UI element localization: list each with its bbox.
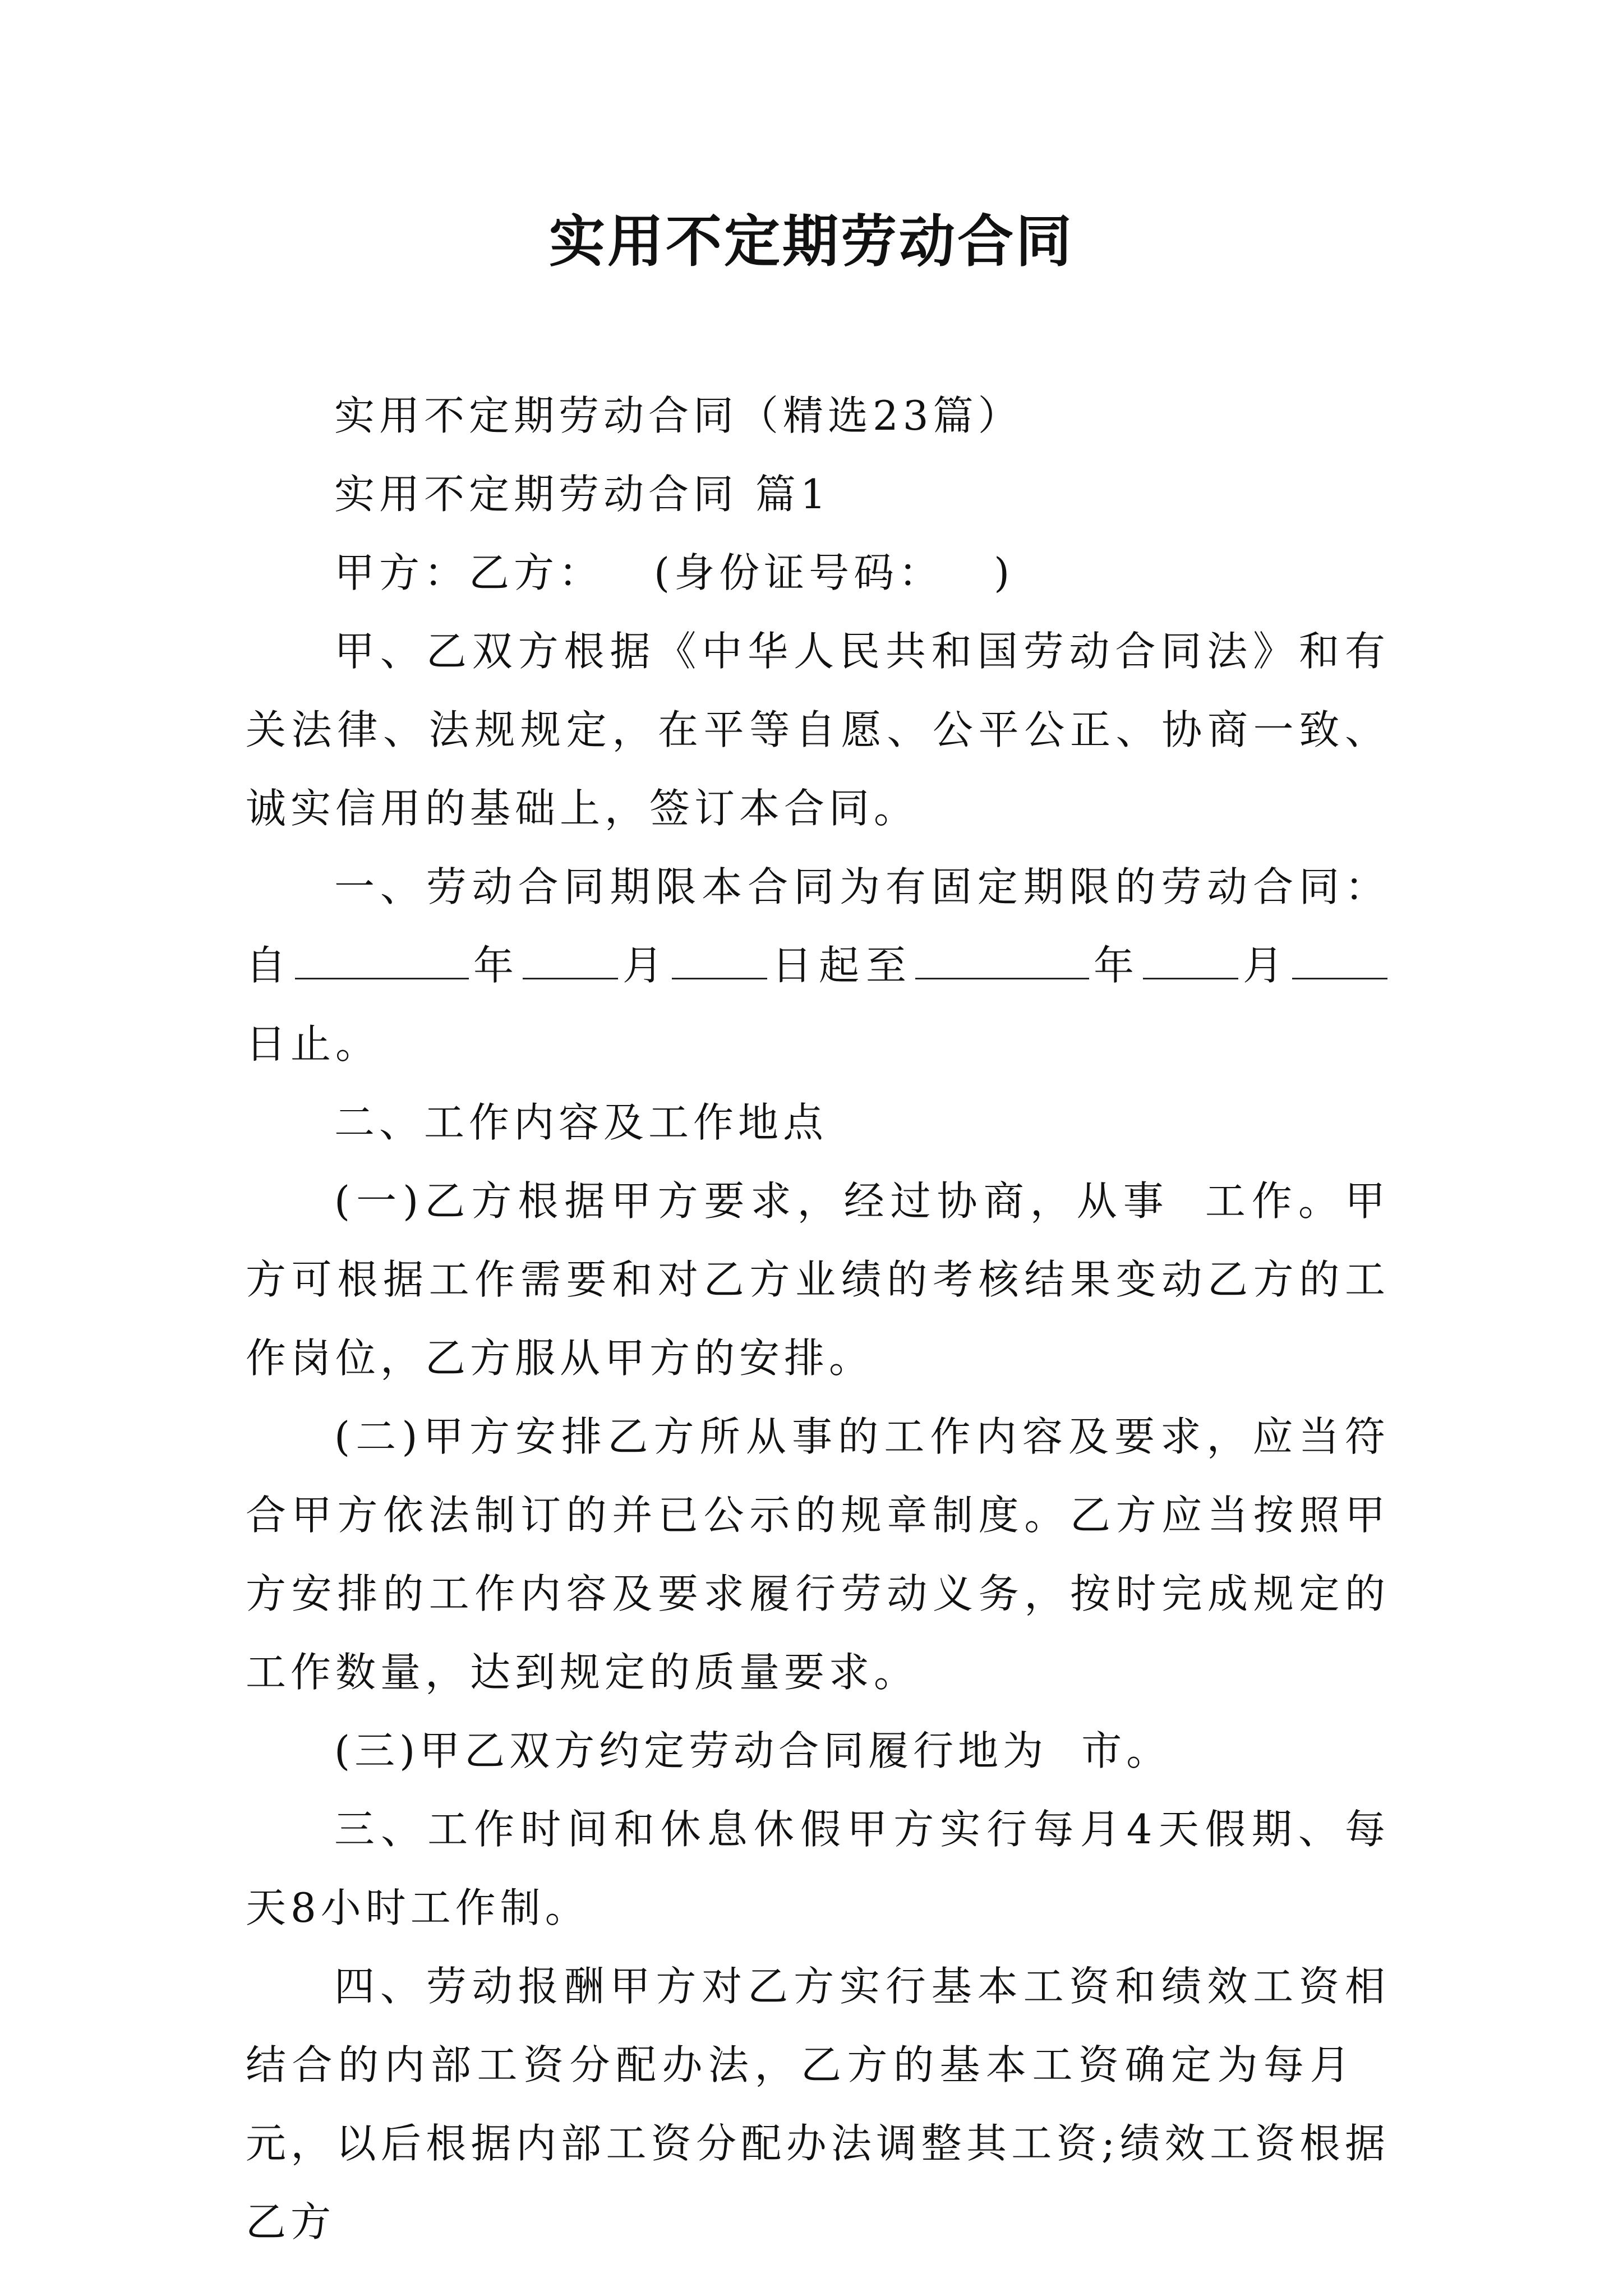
paragraph-collection-title bbox=[246, 376, 1390, 455]
document-body bbox=[246, 376, 1390, 2261]
paragraph-text: 实用不定期劳动合同（精选23篇） bbox=[334, 392, 1023, 439]
document-title: 实用不定期劳动合同 bbox=[549, 208, 1074, 274]
blank-underline bbox=[1143, 943, 1238, 979]
blank-underline bbox=[915, 943, 1089, 979]
paragraph-work-hours bbox=[246, 1790, 1390, 1947]
parties-label: 甲方：乙方： bbox=[334, 549, 604, 596]
month-label: 月 bbox=[1240, 942, 1290, 989]
paragraph-parties bbox=[246, 533, 1390, 612]
paragraph-text: 元，以后根据内部工资分配办法调整其工资;绩效工资根据乙方 bbox=[246, 2120, 1390, 2246]
day-label: 日止。 bbox=[246, 1020, 381, 1068]
blank-underline bbox=[295, 943, 469, 979]
paragraph-work-content-1 bbox=[246, 1162, 1390, 1397]
paragraph-remuneration bbox=[246, 1947, 1390, 2261]
paragraph-preamble bbox=[246, 612, 1390, 848]
paragraph-text: 实用不定期劳动合同 篇1 bbox=[334, 471, 831, 518]
closing-paren: ) bbox=[994, 549, 1015, 596]
year-label: 年 bbox=[471, 942, 520, 989]
paragraph-text: (二)甲方安排乙方所从事的工作内容及要求，应当符合甲方依法制订的并已公示的规章制度。乙方应当按照甲方安排的工作内容及要求履行劳动义务，按时完成规定的工作数量，达到规定的质量要求。 bbox=[246, 1413, 1390, 1696]
blank-underline bbox=[672, 943, 767, 979]
paragraph-work-heading bbox=[246, 1083, 1390, 1162]
paragraph-text: 市。 bbox=[1081, 1727, 1172, 1774]
paragraph-text: (三)甲乙双方约定劳动合同履行地为 bbox=[334, 1727, 1048, 1774]
paragraph-text: 二、工作内容及工作地点 bbox=[334, 1099, 828, 1146]
paragraph-work-content-2 bbox=[246, 1397, 1390, 1711]
year-label: 年 bbox=[1091, 942, 1141, 989]
paragraph-text: 甲、乙双方根据《中华人民共和国劳动合同法》和有关法律、法规规定，在平等自愿、公平公正、协商一致、诚实信用的基础上，签订本合同。 bbox=[246, 628, 1390, 832]
paragraph-text: 一、劳动合同期限本合同为有固定期限的劳动合同：自 bbox=[246, 863, 1390, 989]
paragraph-text: 四、劳动报酬甲方对乙方实行基本工资和绩效工资相结合的内部工资分配办法，乙方的基本工资确定为每月 bbox=[246, 1963, 1390, 2088]
month-label: 月 bbox=[620, 942, 670, 989]
blank-underline bbox=[1292, 943, 1387, 979]
paragraph-section-heading bbox=[246, 455, 1390, 533]
paragraph-text: 工作。甲方可根据工作需要和对乙方业绩的考核结果变动乙方的工作岗位，乙方服从甲方的安排。 bbox=[246, 1177, 1390, 1382]
paragraph-contract-term bbox=[246, 848, 1390, 1083]
day-label: 日起至 bbox=[769, 942, 913, 989]
id-number-label: (身份证号码： bbox=[654, 549, 944, 596]
paragraph-text: 三、工作时间和休息休假甲方实行每月4天假期、每天8小时工作制。 bbox=[246, 1806, 1390, 1931]
paragraph-work-location bbox=[246, 1711, 1390, 1790]
paragraph-text: (一)乙方根据甲方要求，经过协商，从事 bbox=[334, 1177, 1170, 1225]
blank-underline bbox=[523, 943, 618, 979]
